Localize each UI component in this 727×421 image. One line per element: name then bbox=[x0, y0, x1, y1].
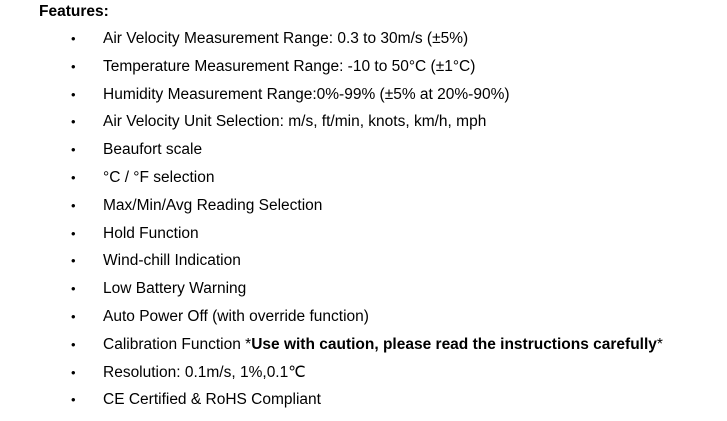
features-heading: Features: bbox=[39, 3, 109, 20]
bullet-icon: • bbox=[71, 169, 76, 185]
bullet-icon: • bbox=[71, 58, 76, 74]
feature-text: Resolution: 0.1m/s, 1%,0.1℃ bbox=[103, 363, 306, 381]
feature-text: Max/Min/Avg Reading Selection bbox=[103, 196, 323, 214]
feature-text: Auto Power Off (with override function) bbox=[103, 307, 369, 325]
bullet-icon: • bbox=[71, 142, 76, 158]
bullet-icon: • bbox=[71, 114, 76, 130]
bullet-icon: • bbox=[71, 364, 76, 380]
feature-text: Air Velocity Measurement Range: 0.3 to 30m/s (±5%) bbox=[103, 30, 469, 47]
feature-text: Hold Function bbox=[103, 224, 199, 242]
bullet-icon: • bbox=[71, 197, 76, 213]
bullet-icon: • bbox=[71, 225, 76, 241]
feature-text: Wind-chill Indication bbox=[103, 252, 241, 270]
feature-text: Low Battery Warning bbox=[103, 280, 247, 298]
feature-text: Humidity Measurement Range:0%-99% (±5% at 20%-90%) bbox=[103, 85, 510, 103]
feature-text: CE Certified & RoHS Compliant bbox=[103, 391, 321, 409]
calibration-text bbox=[103, 334, 663, 356]
feature-text: °C / °F selection bbox=[103, 168, 215, 186]
feature-text: Air Velocity Unit Selection: m/s, ft/min, knots, km/h, mph bbox=[103, 113, 487, 131]
feature-text: Beaufort scale bbox=[103, 141, 203, 159]
bullet-icon: • bbox=[71, 86, 76, 102]
bullet-icon: • bbox=[71, 253, 76, 269]
calibration-suffix: * bbox=[656, 335, 663, 353]
bullet-icon: • bbox=[71, 281, 76, 297]
bullet-icon: • bbox=[71, 392, 76, 408]
bullet-icon: • bbox=[71, 336, 76, 352]
calibration-warning: Use with caution, please read the instructions carefully bbox=[251, 335, 657, 353]
bullet-icon: • bbox=[71, 308, 76, 324]
bullet-icon: • bbox=[71, 31, 76, 46]
feature-text: Temperature Measurement Range: -10 to 50°C (±1°C) bbox=[103, 57, 476, 75]
calibration-prefix: Calibration Function * bbox=[103, 335, 252, 353]
